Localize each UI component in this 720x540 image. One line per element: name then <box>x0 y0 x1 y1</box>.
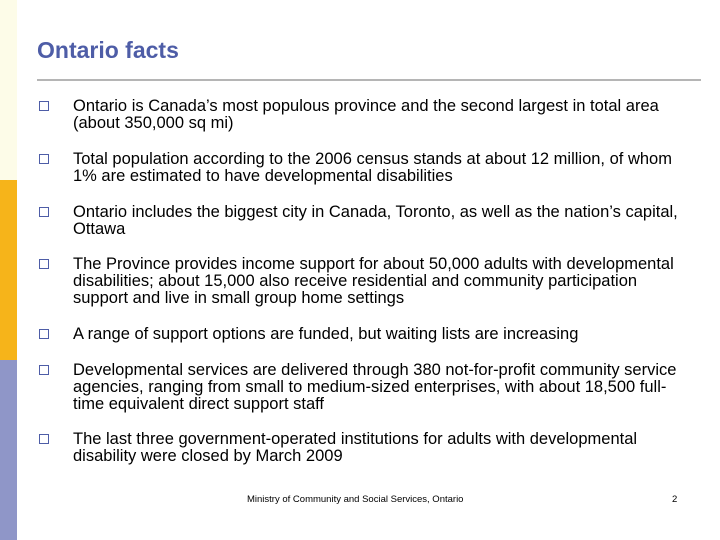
slide-title: Ontario facts <box>37 37 179 63</box>
square-bullet-icon <box>39 365 49 375</box>
bullet-item <box>73 98 693 132</box>
bullet-item <box>73 326 693 343</box>
bullet-item <box>73 431 693 465</box>
bullet-text: A range of support options are funded, but waiting lists are increasing <box>73 325 579 343</box>
bullet-text: Ontario is Canada’s most populous province and the second largest in total area (about 350,000 sq mi) <box>73 97 659 132</box>
square-bullet-icon <box>39 259 49 269</box>
bullet-text: Total population according to the 2006 census stands at about 12 million, of whom 1% are estimated to have developmental disabilities <box>73 150 672 185</box>
square-bullet-icon <box>39 434 49 444</box>
footer-text: Ministry of Community and Social Services, Ontario <box>247 494 464 505</box>
square-bullet-icon <box>39 101 49 111</box>
bullet-item <box>73 204 693 238</box>
bullet-text: Ontario includes the biggest city in Canada, Toronto, as well as the nation’s capital, Ottawa <box>73 203 678 238</box>
square-bullet-icon <box>39 154 49 164</box>
page-number: 2 <box>672 494 678 505</box>
square-bullet-icon <box>39 329 49 339</box>
bullet-item <box>73 256 693 307</box>
bullet-item <box>73 362 693 413</box>
square-bullet-icon <box>39 207 49 217</box>
bullet-item <box>73 151 693 185</box>
bullet-text: The Province provides income support for about 50,000 adults with developmental disabilities; about 15,000 also receive residential and community participation support and live in small group home settings <box>73 255 674 307</box>
bullet-text: Developmental services are delivered through 380 not-for-profit community service agencies, ranging from small to medium-sized enterprises, with about 18,500 full-time equivalent direct support staff <box>73 361 677 413</box>
bullet-text: The last three government-operated institutions for adults with developmental disability were closed by March 2009 <box>73 430 638 465</box>
